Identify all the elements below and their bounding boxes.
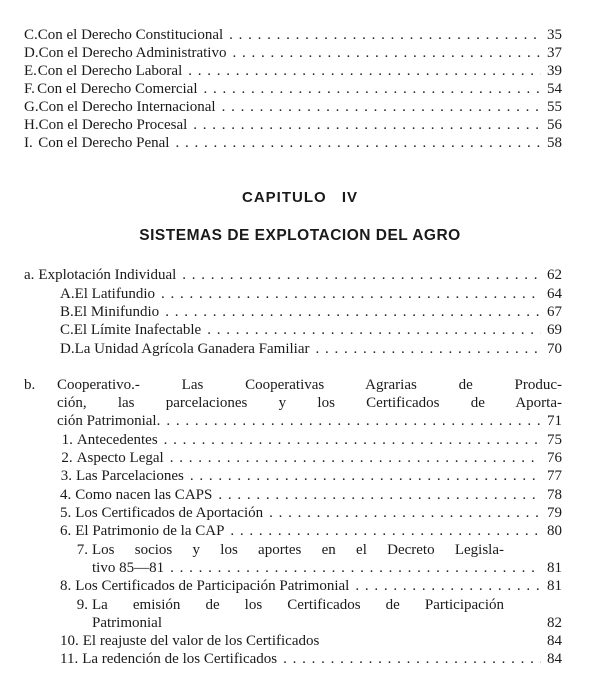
entry-page: 78 bbox=[547, 487, 562, 503]
leader-dots bbox=[269, 504, 541, 522]
entry-letter: a. bbox=[24, 267, 35, 283]
entry-page: 82 bbox=[547, 615, 562, 631]
toc-entry bbox=[24, 44, 562, 62]
entry-page: 64 bbox=[547, 286, 562, 302]
toc-entry bbox=[24, 134, 562, 152]
entry-label-line: Patrimonial bbox=[92, 615, 162, 631]
entry-label: Con el Derecho Internacional bbox=[38, 99, 216, 115]
entry-letter: D. bbox=[24, 45, 39, 61]
entry-page: 39 bbox=[547, 63, 562, 79]
entry-label-line: Cooperativo.- Las Cooperativas Agrarias de Produc- bbox=[57, 377, 562, 393]
toc-entry bbox=[24, 26, 562, 44]
leader-dots bbox=[283, 650, 541, 668]
leader-dots bbox=[175, 134, 541, 152]
leader-dots bbox=[193, 116, 541, 134]
leader-dots bbox=[232, 44, 541, 62]
entry-page: 81 bbox=[547, 560, 562, 576]
leader-dots bbox=[230, 522, 541, 540]
toc-entry bbox=[24, 80, 562, 98]
leader-dots bbox=[222, 98, 541, 116]
entry-label: El Latifundio bbox=[74, 286, 155, 302]
entry-page: 71 bbox=[547, 413, 562, 429]
leader-dots bbox=[207, 321, 541, 339]
entry-page: 56 bbox=[547, 117, 562, 133]
entry-number: 10. bbox=[60, 633, 79, 649]
entry-label: Con el Derecho Administrativo bbox=[38, 45, 227, 61]
leader-dots bbox=[182, 266, 541, 284]
entry-label: Explotación Individual bbox=[38, 267, 177, 283]
entry-label-line: ción, las parcelaciones y los Certificados de Aporta- bbox=[57, 395, 562, 411]
entry-page: 80 bbox=[547, 523, 562, 539]
leader-dots bbox=[229, 26, 541, 44]
entry-letter: I. bbox=[24, 135, 33, 151]
entry-label: El Patrimonio de la CAP bbox=[75, 523, 225, 539]
leader-dots bbox=[170, 449, 541, 467]
entry-label: Los Certificados de Aportación bbox=[75, 505, 264, 521]
entry-page: 75 bbox=[547, 432, 562, 448]
entry-page: 62 bbox=[547, 267, 562, 283]
entry-number: 2. bbox=[61, 450, 73, 466]
entry-page: 58 bbox=[547, 135, 562, 151]
leader-dots bbox=[165, 303, 541, 321]
entry-number: 6. bbox=[60, 523, 72, 539]
toc-entry bbox=[60, 321, 562, 339]
toc-entry bbox=[60, 632, 562, 650]
toc-entry bbox=[92, 614, 562, 632]
entry-page: 76 bbox=[547, 450, 562, 466]
entry-label: El Límite Inafectable bbox=[73, 322, 202, 338]
entry-letter: E. bbox=[24, 63, 37, 79]
toc-entry bbox=[24, 98, 562, 116]
toc-entry bbox=[60, 522, 562, 540]
leader-dots bbox=[316, 340, 541, 358]
leader-dots bbox=[355, 577, 541, 595]
toc-entry bbox=[60, 431, 562, 449]
entry-page: 79 bbox=[547, 505, 562, 521]
entry-page: 35 bbox=[547, 27, 562, 43]
entry-number: 11. bbox=[60, 651, 79, 667]
entry-number: 1. bbox=[61, 432, 73, 448]
entry-label: Con el Derecho Comercial bbox=[37, 81, 198, 97]
toc-entry bbox=[60, 449, 562, 467]
toc-entry bbox=[60, 303, 562, 321]
entry-page: 67 bbox=[547, 304, 562, 320]
entry-page: 84 bbox=[547, 651, 562, 667]
toc-entry bbox=[92, 559, 562, 577]
chapter-title: CAPITULO IV bbox=[241, 189, 358, 206]
leader-dots bbox=[161, 285, 541, 303]
toc-entry bbox=[60, 504, 562, 522]
entry-letter: C. bbox=[24, 27, 38, 43]
leader-dots bbox=[164, 431, 541, 449]
entry-page: 84 bbox=[547, 633, 562, 649]
entry-number: 3. bbox=[60, 468, 72, 484]
entry-page: 37 bbox=[547, 45, 562, 61]
leader-dots bbox=[204, 80, 542, 98]
entry-label: El reajuste del valor de los Certificados bbox=[82, 633, 320, 649]
entry-number: 5. bbox=[60, 505, 72, 521]
toc-entry bbox=[60, 577, 562, 595]
entry-label: La redención de los Certificados bbox=[82, 651, 278, 667]
entry-label: Los Certificados de Participación Patrimonial bbox=[75, 578, 350, 594]
entry-label: El Minifundio bbox=[73, 304, 160, 320]
entry-page: 69 bbox=[547, 322, 562, 338]
entry-label: Las Parcelaciones bbox=[75, 468, 184, 484]
entry-number: 7. bbox=[76, 542, 88, 558]
entry-label-line: Los socios y los aportes en el Decreto Legisla- bbox=[92, 542, 504, 558]
entry-page: 54 bbox=[547, 81, 562, 97]
entry-letter: C. bbox=[60, 322, 74, 338]
entry-letter: H. bbox=[24, 117, 39, 133]
leader-dots bbox=[166, 412, 541, 430]
entry-number: 4. bbox=[60, 487, 72, 503]
entry-page: 55 bbox=[547, 99, 562, 115]
entry-page: 77 bbox=[547, 468, 562, 484]
leader-dots bbox=[190, 467, 541, 485]
toc-entry bbox=[24, 62, 562, 80]
entry-letter: B. bbox=[60, 304, 74, 320]
toc-entry bbox=[60, 486, 562, 504]
entry-label: Con el Derecho Constitucional bbox=[37, 27, 224, 43]
toc-entry bbox=[60, 650, 562, 668]
entry-letter: b. bbox=[24, 377, 36, 393]
entry-label: Con el Derecho Laboral bbox=[37, 63, 183, 79]
toc-entry bbox=[60, 285, 562, 303]
entry-label: Como nacen las CAPS bbox=[75, 487, 213, 503]
entry-page: 81 bbox=[547, 578, 562, 594]
entry-label-line: tivo 85—81 bbox=[92, 560, 165, 576]
leader-dots bbox=[188, 62, 541, 80]
toc-entry bbox=[24, 266, 562, 284]
toc-entry bbox=[60, 467, 562, 485]
toc-entry bbox=[24, 116, 562, 134]
toc-entry bbox=[60, 340, 562, 358]
entry-label: Con el Derecho Procesal bbox=[38, 117, 188, 133]
leader-dots bbox=[170, 559, 541, 577]
entry-label: Antecedentes bbox=[76, 432, 158, 448]
entry-label: Aspecto Legal bbox=[76, 450, 164, 466]
entry-letter: F. bbox=[24, 81, 35, 97]
entry-label: La Unidad Agrícola Ganadera Familiar bbox=[74, 341, 310, 357]
entry-letter: G. bbox=[24, 99, 39, 115]
entry-label-line: La emisión de los Certificados de Participación bbox=[92, 597, 504, 613]
chapter-subtitle: SISTEMAS DE EXPLOTACION DEL AGRO bbox=[139, 227, 461, 244]
entry-number: 9. bbox=[76, 597, 88, 613]
entry-number: 8. bbox=[60, 578, 72, 594]
entry-page: 70 bbox=[547, 341, 562, 357]
toc-entry bbox=[57, 412, 562, 430]
leader-dots bbox=[218, 486, 541, 504]
entry-letter: A. bbox=[60, 286, 75, 302]
entry-label: Con el Derecho Penal bbox=[38, 135, 170, 151]
entry-letter: D. bbox=[60, 341, 75, 357]
entry-label-line: ción Patrimonial. bbox=[57, 413, 161, 429]
